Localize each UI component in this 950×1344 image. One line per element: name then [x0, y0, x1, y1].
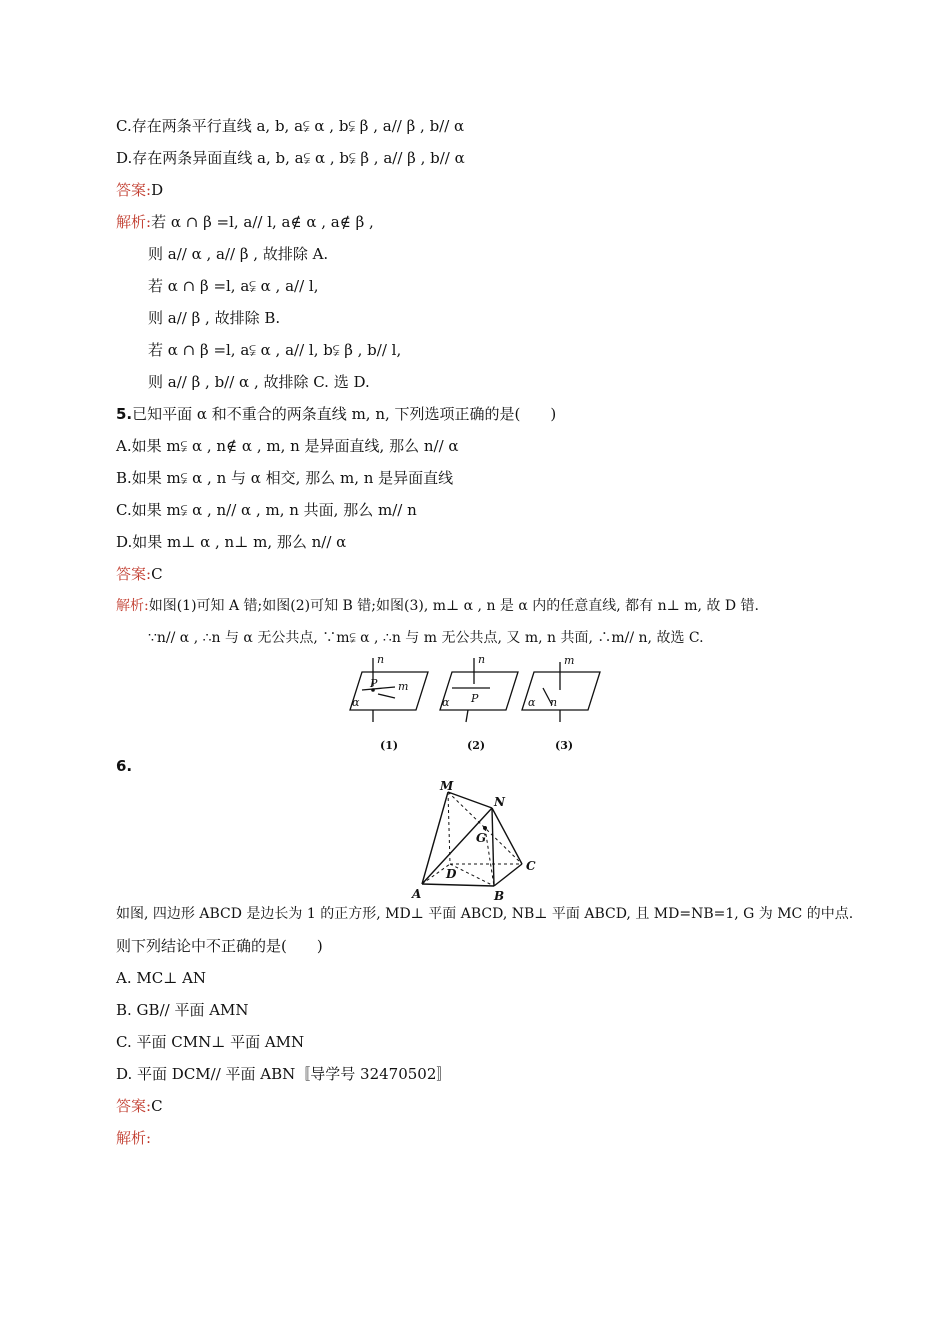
answer-label: 答案: [116, 181, 152, 199]
q6-option-a: A. MC⊥ AN [116, 969, 207, 987]
line-n-2-lower [466, 710, 468, 722]
label-p-1: P [370, 677, 378, 690]
q5-option-b: B.如果 m⫋ α , n 与 α 相交, 那么 m, n 是异面直线 [116, 469, 454, 487]
label-n-3: n [550, 696, 558, 709]
caption-3: (3) [555, 739, 574, 752]
edge-md [448, 792, 450, 864]
label-p-2: P [471, 692, 479, 705]
edge-bc [494, 864, 522, 886]
q4-analysis-line-3: 若 α ∩ β =l, a⫋ α , a// l, [148, 277, 319, 295]
label-alpha-1: α [352, 696, 360, 709]
point-g [483, 826, 487, 830]
q4-analysis-line-6: 则 a// β , b// α , 故排除 C. 选 D. [148, 373, 370, 391]
edge-nc [492, 808, 522, 864]
answer-value: C [151, 1097, 163, 1115]
q6-option-d: D. 平面 DCM// 平面 ABN〚导学号 32470502〛 [116, 1065, 452, 1083]
answer-label: 答案: [116, 565, 152, 583]
question-number: 5. [116, 405, 133, 423]
edge-mn [448, 792, 492, 808]
q4-option-d: D.存在两条异面直线 a, b, a⫋ α , b⫋ β , a// β , b// α [116, 149, 465, 167]
label-alpha-2: α [442, 696, 450, 709]
label-c: C [526, 859, 536, 873]
q4-option-c: C.存在两条平行直线 a, b, a⫋ α , b⫋ β , a// β , b// α [116, 117, 465, 135]
line-m-1 [362, 687, 395, 690]
plane-alpha-2 [440, 672, 518, 710]
q5-option-d: D.如果 m⊥ α , n⊥ m, 那么 n// α [116, 533, 347, 551]
q5-analysis-line-1 [116, 596, 759, 616]
q6-number: 6. [116, 757, 133, 775]
analysis-text: 若 α ∩ β =l, a// l, a∉ α , a∉ β , [151, 213, 374, 231]
label-n-2: n [478, 653, 486, 666]
q4-analysis-line-5: 若 α ∩ β =l, a⫋ α , a// l, b⫋ β , b// l, [148, 341, 402, 359]
edge-nb [492, 808, 494, 886]
label-alpha-3: α [528, 696, 536, 709]
q6-analysis-label: 解析: [116, 1129, 152, 1147]
caption-1: (1) [380, 739, 399, 752]
edge-db [450, 864, 494, 886]
analysis-text: 如图(1)可知 A 错;如图(2)可知 B 错;如图(3), m⊥ α , n 是 α 内的任意直线, 都有 n⊥ m, 故 D 错. [148, 598, 759, 614]
label-a: A [412, 887, 422, 901]
analysis-label: 解析: [116, 598, 149, 614]
label-m-1: m [398, 680, 409, 693]
label-g: G [476, 831, 487, 845]
q6-option-b: B. GB// 平面 AMN [116, 1001, 249, 1019]
q6-answer [116, 1096, 163, 1116]
answer-value: D [151, 181, 164, 199]
edge-ab [422, 884, 494, 886]
line-segment-1 [378, 694, 395, 698]
answer-label: 答案: [116, 1097, 152, 1115]
q5-option-c: C.如果 m⫋ α , n// α , m, n 共面, 那么 m// n [116, 501, 417, 519]
caption-2: (2) [467, 739, 486, 752]
label-d: D [446, 867, 457, 881]
label-m-3: m [564, 654, 575, 667]
q5-analysis-line-2: ∵n// α , ∴n 与 α 无公共点, ∵m⫋ α , ∴n 与 m 无公共点, 又 m, n 共面, ∴m// n, 故选 C. [148, 630, 704, 646]
q5-figure [340, 650, 630, 754]
question-text: 已知平面 α 和不重合的两条直线 m, n, 下列选项正确的是( ) [132, 405, 557, 423]
q6-option-c: C. 平面 CMN⊥ 平面 AMN [116, 1033, 305, 1051]
q4-analysis-line-1 [116, 212, 374, 232]
q4-analysis-line-4: 则 a// β , 故排除 B. [148, 309, 281, 327]
analysis-label: 解析: [116, 213, 152, 231]
label-n: N [494, 795, 505, 809]
q5-answer [116, 564, 163, 584]
q4-answer [116, 180, 163, 200]
label-b: B [494, 889, 505, 903]
q6-figure [410, 778, 550, 904]
q6-stem-line-2: 则下列结论中不正确的是( ) [116, 937, 323, 955]
q6-stem-line-1: 如图, 四边形 ABCD 是边长为 1 的正方形, MD⊥ 平面 ABCD, NB⊥ 平面 ABCD, 且 MD=NB=1, G 为 MC 的中点. [116, 906, 854, 922]
label-m: M [440, 779, 454, 793]
label-n-1: n [377, 653, 385, 666]
answer-value: C [151, 565, 163, 583]
plane-alpha-1 [350, 672, 428, 710]
q5-option-a: A.如果 m⫋ α , n∉ α , m, n 是异面直线, 那么 n// α [116, 437, 459, 455]
q5-stem [116, 404, 556, 424]
q4-analysis-line-2: 则 a// α , a// β , 故排除 A. [148, 245, 329, 263]
